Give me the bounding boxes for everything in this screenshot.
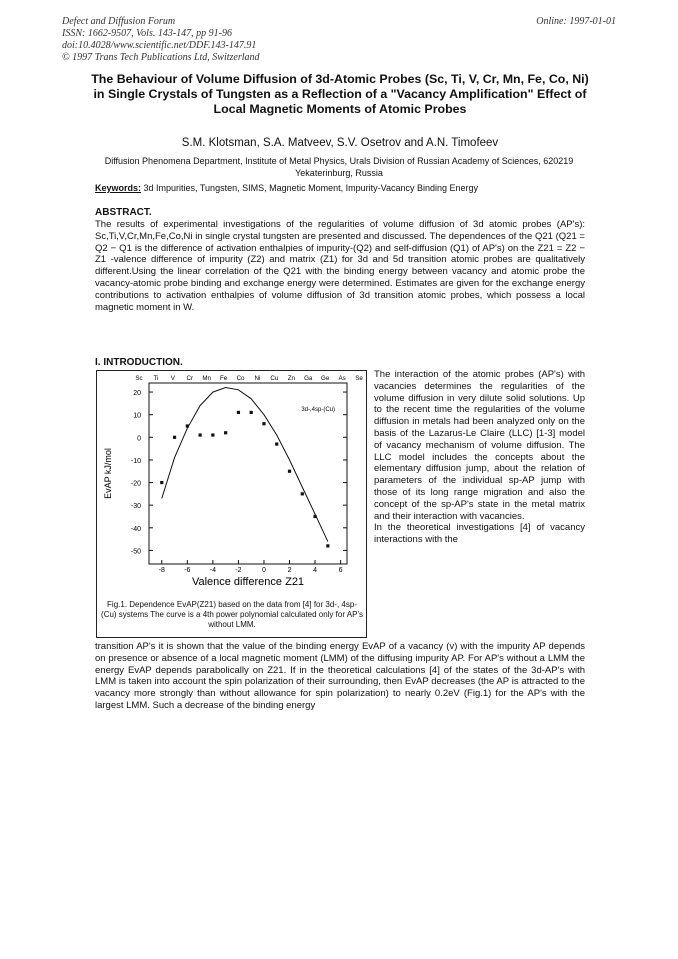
element-label: V <box>170 375 175 382</box>
y-tick-label: 20 <box>133 390 141 398</box>
intro-column <box>374 369 585 546</box>
data-point <box>326 544 329 547</box>
online-date: Online: 1997-01-01 <box>536 16 616 27</box>
keywords <box>95 183 478 193</box>
x-tick-label: 6 <box>338 567 343 574</box>
keywords-label: Keywords: <box>95 183 142 193</box>
data-point <box>211 433 214 436</box>
element-label: As <box>338 375 346 382</box>
data-point <box>173 436 176 439</box>
journal-name: Defect and Diffusion Forum <box>62 16 176 27</box>
element-label: Zn <box>287 375 295 382</box>
data-point <box>262 422 265 425</box>
intro-column-text: The interaction of the atomic probes (AP's) with vacancies determines the regularities of the volume diffusion in very dilute solid solutions. Up to the recent time the regularities of the volume diffusion in metals had been analyzed only on the basis of the Lazarus-Le Claire (LLC) [1-3] model of vacancy mechanism of volume diffusion. The LLC model includes the concepts about the elementary diffusion jump, about the relation of parameters of the individual sp-AP jump with those of its long range migration and also the concept of the sp-AP's state in the metal matrix and their interaction with vacancies. <box>374 369 585 522</box>
y-tick-label: -20 <box>130 480 141 488</box>
y-tick-label: 10 <box>133 412 141 420</box>
data-point <box>237 411 240 414</box>
x-tick-label: -2 <box>235 567 242 574</box>
x-tick-label: 0 <box>262 567 266 574</box>
intro-heading: I. INTRODUCTION. <box>95 357 183 368</box>
paper-title: The Behaviour of Volume Diffusion of 3d-Atomic Probes (Sc, Ti, V, Cr, Mn, Fe, Co, Ni) in Single Crystals of Tungsten as a Reflection of a "Vacancy Amplification" Effect of Local Magnetic Moments of Atomic Probes <box>91 72 589 116</box>
element-label: Sc <box>135 375 143 382</box>
element-label: Ni <box>254 375 261 382</box>
abstract-heading: ABSTRACT. <box>95 207 152 218</box>
x-tick-label: -8 <box>158 567 165 574</box>
issn: ISSN: 1662-9507, Vols. 143-147, pp 91-96 <box>62 28 232 39</box>
chart <box>97 371 367 597</box>
y-axis-label: EvAP kJ/mol <box>103 448 113 499</box>
data-point <box>250 411 253 414</box>
element-label: Ge <box>321 375 330 382</box>
x-tick-label: 4 <box>313 567 318 574</box>
keywords-text: 3d Impurities, Tungsten, SIMS, Magnetic Moment, Impurity-Vacancy Binding Energy <box>143 183 479 193</box>
x-tick-label: -6 <box>184 567 191 574</box>
y-tick-label: -10 <box>130 457 141 465</box>
authors: S.M. Klotsman, S.A. Matveev, S.V. Osetrov and A.N. Timofeev <box>181 137 499 149</box>
copyright: © 1997 Trans Tech Publications Ltd, Switzerland <box>62 52 260 63</box>
x-axis-label: Valence difference Z21 <box>191 576 305 588</box>
data-point <box>224 431 227 434</box>
element-label: Fe <box>219 375 228 382</box>
x-tick-label: -4 <box>209 567 216 574</box>
data-point <box>160 481 163 484</box>
journal-header <box>62 16 260 64</box>
affiliation: Diffusion Phenomena Department, Institute of Metal Physics, Urals Division of Russian Academy of Sciences, 620219 Yekaterinburg, Russia <box>104 156 574 178</box>
legend-label: 3d-,4sp-(Cu) <box>301 407 335 413</box>
x-tick-label: 2 <box>287 567 292 574</box>
intro-continuation: transition AP's it is shown that the value of the binding energy EvAP of a vacancy (v) with the impurity AP depends on presence or absence of a local magnetic moment (LMM) of the diffusing impurity AP. For AP's without a LMM the energy EvAP depends parabolically on Z21. If in the theoretical calculations [4] of the states of the 3d-AP's with LMM is taken into account the spin polarization of their surrounding, then EvAP decreases (the AP is attracted to the vacancy more strongly than without allowance for spin polarization) to nearly 0.2eV (Fig.1) for the AP's with the largest LMM. Such a decrease of the binding energy <box>95 641 585 711</box>
element-label: Mn <box>202 375 211 382</box>
abstract-text: The results of experimental investigations of the regularities of volume diffusion of 3d atomic probes (AP's): Sc,Ti,V,Cr,Mn,Fe,Co,Ni in single crystal tungsten are presented and discussed. The dependences of the Q21 (Q21 = Q2 − Q1 is the difference of activation enthalpies of impurity-(Q2) and self-diffusion (Q1) of AP's) on the Z21 = Z2 − Z1 -valence difference of impurity (Z2) and matrix (Z1) for 3d and 5d transition atomic probes are qualitatively different.Using the linear correlation of the Q21 with the binding energy between vacancy and atomic probe the vacancy-atomic probe binding and exchange energy were determined. Estimates are given for the exchange energy contributions to activation enthalpies of volume diffusion of 3d transition atomic probes, which possess a local magnetic moment in W. <box>95 219 585 313</box>
y-tick-label: 0 <box>137 435 141 443</box>
y-tick-label: -50 <box>130 548 141 556</box>
data-point <box>313 515 316 518</box>
element-label: Ti <box>153 375 159 382</box>
data-point <box>198 433 201 436</box>
doi: doi:10.4028/www.scientific.net/DDF.143-147.91 <box>62 40 257 51</box>
element-label: Cu <box>270 375 279 382</box>
y-tick-label: -40 <box>130 525 141 533</box>
figure-caption: Fig.1. Dependence EvAP(Z21) based on the data from [4] for 3d-, 4sp-(Cu) systems The curve is a 4th power polynomial calculated only for AP's without LMM. <box>101 600 363 629</box>
data-point <box>186 424 189 427</box>
element-label: Cr <box>186 375 194 382</box>
element-label: Se <box>355 375 363 382</box>
intro-column-text-2: In the theoretical investigations [4] of vacancy interactions with the <box>374 522 585 546</box>
data-point <box>275 442 278 445</box>
data-point <box>288 470 291 473</box>
element-label: Ga <box>304 375 313 382</box>
data-point <box>301 492 304 495</box>
element-label: Co <box>236 375 245 382</box>
figure-1 <box>96 370 367 638</box>
y-tick-label: -30 <box>130 503 141 511</box>
